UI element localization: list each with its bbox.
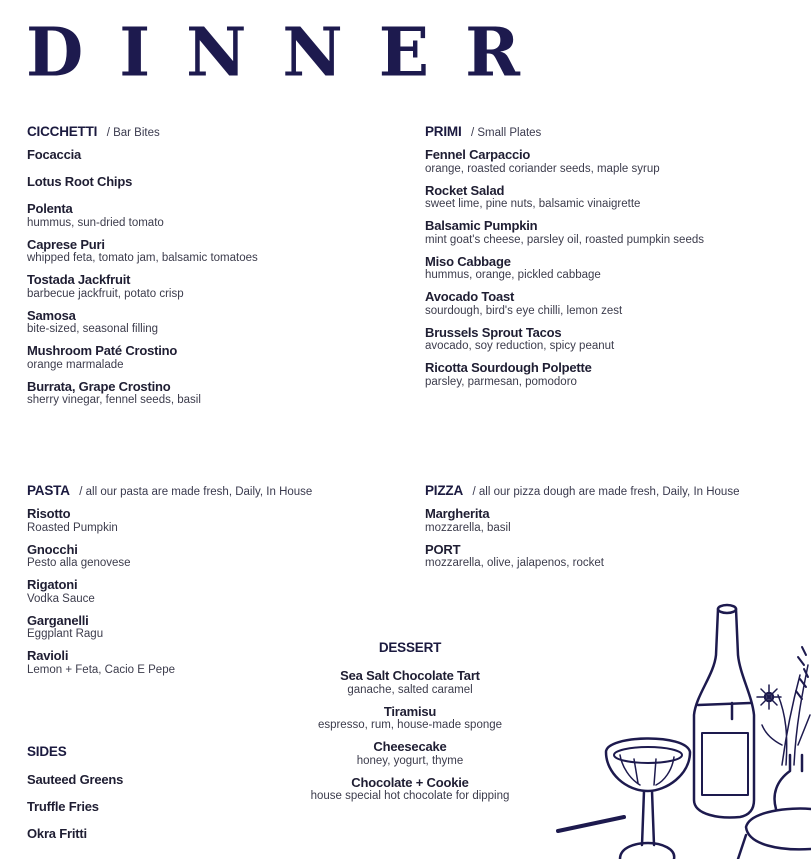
item-name: PORT <box>425 541 461 557</box>
item-name: Cheesecake <box>373 739 447 754</box>
item-description: avocado, soy reduction, spicy peanut <box>425 340 615 352</box>
item-name: Tiramisu <box>383 703 437 719</box>
menu-item <box>27 577 312 606</box>
section-title: PIZZA <box>425 483 463 498</box>
item-name: Sea Salt Chocolate Tart <box>340 668 480 683</box>
item-description: mozzarella, olive, jalapenos, rocket <box>425 557 604 569</box>
menu-item <box>27 308 258 337</box>
item-name: Miso Cabbage <box>425 253 511 269</box>
item-description: sweet lime, pine nuts, balsamic vinaigrette <box>425 198 641 210</box>
section-header <box>27 744 123 760</box>
item-name: Burrata, Grape Crostino <box>27 378 171 394</box>
menu-item <box>27 147 258 163</box>
menu-item <box>27 613 312 642</box>
item-description: espresso, rum, house-made sponge <box>317 719 503 731</box>
item-description: house special hot chocolate for dipping <box>310 790 510 802</box>
menu-item <box>27 799 123 815</box>
section-pasta <box>27 483 312 684</box>
item-name: Balsamic Pumpkin <box>425 218 538 233</box>
section-title: CICCHETTI <box>27 124 98 139</box>
item-description: mozzarella, basil <box>425 521 511 534</box>
item-description: barbecue jackfruit, potato crisp <box>27 287 184 300</box>
menu-item <box>425 147 704 176</box>
section-title: DESSERT <box>378 640 442 655</box>
item-name: Ricotta Sourdough Polpette <box>425 360 592 375</box>
menu-item <box>290 704 530 733</box>
item-name: Tostada Jackfruit <box>27 272 131 287</box>
item-name: Polenta <box>27 201 73 216</box>
menu-item <box>27 201 258 230</box>
item-description: sourdough, bird's eye chilli, lemon zest <box>425 304 623 317</box>
item-description: Eggplant Ragu <box>27 628 104 640</box>
menu-item <box>425 183 704 212</box>
menu-item <box>27 174 258 190</box>
menu-item <box>27 826 123 842</box>
menu-item <box>290 668 530 697</box>
item-name: Rigatoni <box>27 577 78 592</box>
item-name: Focaccia <box>27 147 82 162</box>
menu-item <box>425 506 739 535</box>
section-note: / all our pasta are made fresh, Daily, In House <box>79 486 313 498</box>
item-name: Mushroom Paté Crostino <box>27 343 178 358</box>
item-name: Garganelli <box>27 612 89 628</box>
item-description: whipped feta, tomato jam, balsamic tomatoes <box>27 252 258 264</box>
item-description: sherry vinegar, fennel seeds, basil <box>27 394 201 406</box>
section-dessert <box>290 640 530 810</box>
menu-item <box>27 272 258 301</box>
item-name: Chocolate + Cookie <box>351 774 469 790</box>
menu-item <box>27 343 258 372</box>
item-name: Truffle Fries <box>27 799 99 814</box>
section-header <box>27 483 312 500</box>
item-description: orange, roasted coriander seeds, maple syrup <box>425 162 660 175</box>
item-name: Avocado Toast <box>425 289 515 304</box>
item-description: Roasted Pumpkin <box>27 521 118 534</box>
menu-item <box>27 237 258 266</box>
menu-item <box>27 648 312 677</box>
item-name: Rocket Salad <box>425 182 505 198</box>
menu-item <box>27 542 312 571</box>
item-name: Gnocchi <box>27 541 78 557</box>
menu-item <box>425 289 704 318</box>
section-header <box>425 124 704 141</box>
menu-item <box>290 775 530 804</box>
section-pizza <box>425 483 739 577</box>
item-description: hummus, sun-dried tomato <box>27 216 164 229</box>
item-description: Lemon + Feta, Cacio E Pepe <box>27 663 175 676</box>
section-primi <box>425 124 704 396</box>
item-name: Caprese Puri <box>27 236 105 252</box>
section-title: PRIMI <box>425 124 462 139</box>
item-description: orange marmalade <box>27 358 124 371</box>
item-description: ganache, salted caramel <box>347 683 473 696</box>
item-name: Margherita <box>425 506 490 521</box>
item-description: bite-sized, seasonal filling <box>27 323 159 335</box>
section-title: PASTA <box>27 483 70 498</box>
menu-item <box>425 325 704 354</box>
item-description: parsley, parmesan, pomodoro <box>425 375 577 388</box>
menu-item <box>27 379 258 408</box>
item-name: Samosa <box>27 307 76 323</box>
menu-item <box>425 218 704 247</box>
section-title: SIDES <box>27 744 67 759</box>
section-header <box>290 640 530 656</box>
section-sides <box>27 744 123 853</box>
item-description: mint goat's cheese, parsley oil, roasted pumpkin seeds <box>425 233 704 246</box>
section-note: / all our pizza dough are made fresh, Daily, In House <box>472 486 740 498</box>
item-description: Vodka Sauce <box>27 592 95 605</box>
menu-item <box>27 772 123 788</box>
section-note: / Bar Bites <box>106 127 160 139</box>
item-description: hummus, orange, pickled cabbage <box>425 269 601 281</box>
section-header <box>425 483 739 500</box>
item-name: Risotto <box>27 506 71 521</box>
page-title: DINNER <box>26 12 556 92</box>
menu-item <box>425 542 739 571</box>
item-name: Lotus Root Chips <box>27 174 133 189</box>
section-header <box>27 124 258 141</box>
item-name: Okra Fritti <box>27 826 87 841</box>
menu-item <box>425 360 704 389</box>
item-description: Pesto alla genovese <box>27 557 131 569</box>
menu-item <box>290 739 530 768</box>
menu-item <box>27 506 312 535</box>
section-cicchetti <box>27 124 258 414</box>
menu-item <box>425 254 704 283</box>
section-note: / Small Plates <box>471 127 542 139</box>
item-name: Brussels Sprout Tacos <box>425 324 562 340</box>
wine-bottle-glass-flowers-illustration-icon <box>550 595 811 859</box>
item-description: honey, yogurt, thyme <box>356 754 464 767</box>
item-name: Sauteed Greens <box>27 772 124 787</box>
item-name: Fennel Carpaccio <box>425 147 531 162</box>
item-name: Ravioli <box>27 648 69 663</box>
